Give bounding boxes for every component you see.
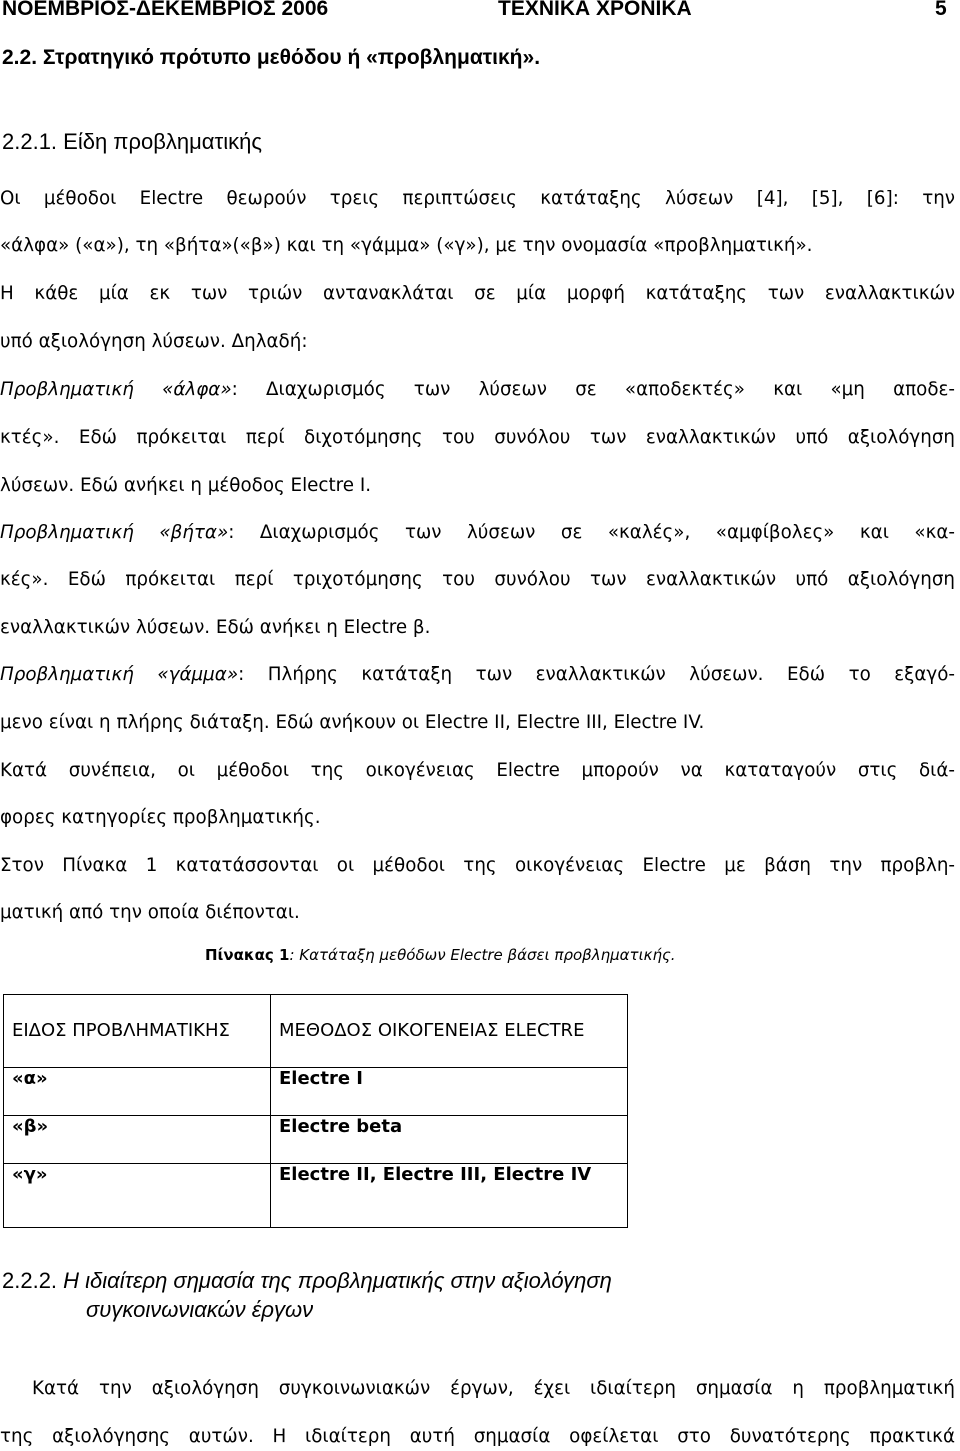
paragraph-line: Οι μέθοδοι Electre θεωρούν τρεις περιπτώσεις κατάταξης λύσεων [4], [5], [6]: την bbox=[0, 188, 955, 209]
subsection2-number: 2.2.2. bbox=[2, 1268, 58, 1293]
paragraph-line: Κατά συνέπεια, οι μέθοδοι της οικογένειας Electre μπορούν να καταταγούν στις διά- bbox=[0, 760, 955, 781]
table-cell: «γ» bbox=[4, 1164, 271, 1228]
table-cell: «α» bbox=[4, 1068, 271, 1116]
table-cell: «β» bbox=[4, 1116, 271, 1164]
header-journal: ΤΕΧΝΙΚΑ ΧΡΟΝΙΚΑ bbox=[498, 0, 692, 20]
table-caption: Πίνακας 1: Κατάταξη μεθόδων Electre βάσει προβληματικής. bbox=[205, 946, 676, 964]
table-cell: Electre beta bbox=[271, 1116, 628, 1164]
caption-label: Πίνακας 1 bbox=[205, 946, 290, 964]
classification-table bbox=[3, 994, 628, 1228]
section-title: 2.2. Στρατηγικό πρότυπο μεθόδου ή «προβληματική». bbox=[2, 46, 541, 69]
table-header-cell: ΜΕΘΟΔΟΣ ΟΙΚΟΓΕΝΕΙΑΣ ELECTRE bbox=[271, 995, 628, 1068]
table-header-cell: ΕΙΔΟΣ ΠΡΟΒΛΗΜΑΤΙΚΗΣ bbox=[4, 995, 271, 1068]
alpha-definition: Προβληματική «άλφα»: Διαχωρισμός των λύσεων σε «αποδεκτές» και «μη αποδε- bbox=[0, 379, 956, 400]
paragraph-line: μενο είναι η πλήρης διάταξη. Εδώ ανήκουν οι Electre II, Electre III, Electre IV. bbox=[0, 712, 705, 733]
paragraph-line: «άλφα» («α»), τη «βήτα»(«β») και τη «γάμμα» («γ»), με την ονομασία «προβληματική». bbox=[0, 235, 813, 256]
table-cell: Electre I bbox=[271, 1068, 628, 1116]
paragraph-line: Κατά την αξιολόγηση συγκοινωνιακών έργων, έχει ιδιαίτερη σημασία η προβληματική bbox=[32, 1378, 955, 1399]
table-row bbox=[4, 1116, 628, 1164]
table-row bbox=[4, 1068, 628, 1116]
paragraph-line: Η κάθε μία εκ των τριών αντανακλάται σε μία μορφή κατάταξης των εναλλακτικών bbox=[0, 283, 955, 304]
alpha-label: Προβληματική «άλφα» bbox=[0, 379, 232, 400]
paragraph-line: ματική από την οποία διέπονται. bbox=[0, 902, 300, 923]
beta-label: Προβληματική «βήτα» bbox=[0, 522, 229, 543]
paragraph-line: εναλλακτικών λύσεων. Εδώ ανήκει η Electre β. bbox=[0, 617, 431, 638]
paragraph-line: κές». Εδώ πρόκειται περί τριχοτόμησης του συνόλου των εναλλακτικών υπό αξιολόγηση bbox=[0, 569, 955, 590]
paragraph-line: υπό αξιολόγηση λύσεων. Δηλαδή: bbox=[0, 331, 308, 352]
paragraph-line: της αξιολόγησης αυτών. Η ιδιαίτερη αυτή σημασία οφείλεται στο δυνατότερης πρακτικά bbox=[0, 1426, 955, 1447]
table-row bbox=[4, 1164, 628, 1228]
subsection-title: 2.2.1. Είδη προβληματικής bbox=[2, 129, 262, 154]
paragraph-line: Στον Πίνακα 1 κατατάσσονται οι μέθοδοι της οικογένειας Electre με βάση την προβλη- bbox=[0, 855, 955, 876]
paragraph-line: φορες κατηγορίες προβληματικής. bbox=[0, 807, 321, 828]
paragraph-line: λύσεων. Εδώ ανήκει η μέθοδος Electre I. bbox=[0, 475, 372, 496]
beta-definition: Προβληματική «βήτα»: Διαχωρισμός των λύσεων σε «καλές», «αμφίβολες» και «κα- bbox=[0, 522, 955, 543]
table-cell: Electre II, Electre III, Electre IV bbox=[271, 1164, 628, 1228]
paragraph-line: κτές». Εδώ πρόκειται περί διχοτόμησης του συνόλου των εναλλακτικών υπό αξιολόγηση bbox=[0, 427, 955, 448]
page-number: 5 bbox=[935, 0, 947, 20]
subsection2-title-line2: συγκοινωνιακών έργων bbox=[86, 1297, 314, 1322]
subsection2-title: 2.2.2. Η ιδιαίτερη σημασία της προβληματικής στην αξιολόγηση bbox=[2, 1268, 612, 1293]
table-header-row bbox=[4, 995, 628, 1068]
gamma-label: Προβληματική «γάμμα» bbox=[0, 664, 239, 685]
gamma-definition: Προβληματική «γάμμα»: Πλήρης κατάταξη των εναλλακτικών λύσεων. Εδώ το εξαγό- bbox=[0, 664, 956, 685]
header-date: ΝΟΕΜΒΡΙΟΣ-ΔΕΚΕΜΒΡΙΟΣ 2006 bbox=[2, 0, 329, 20]
